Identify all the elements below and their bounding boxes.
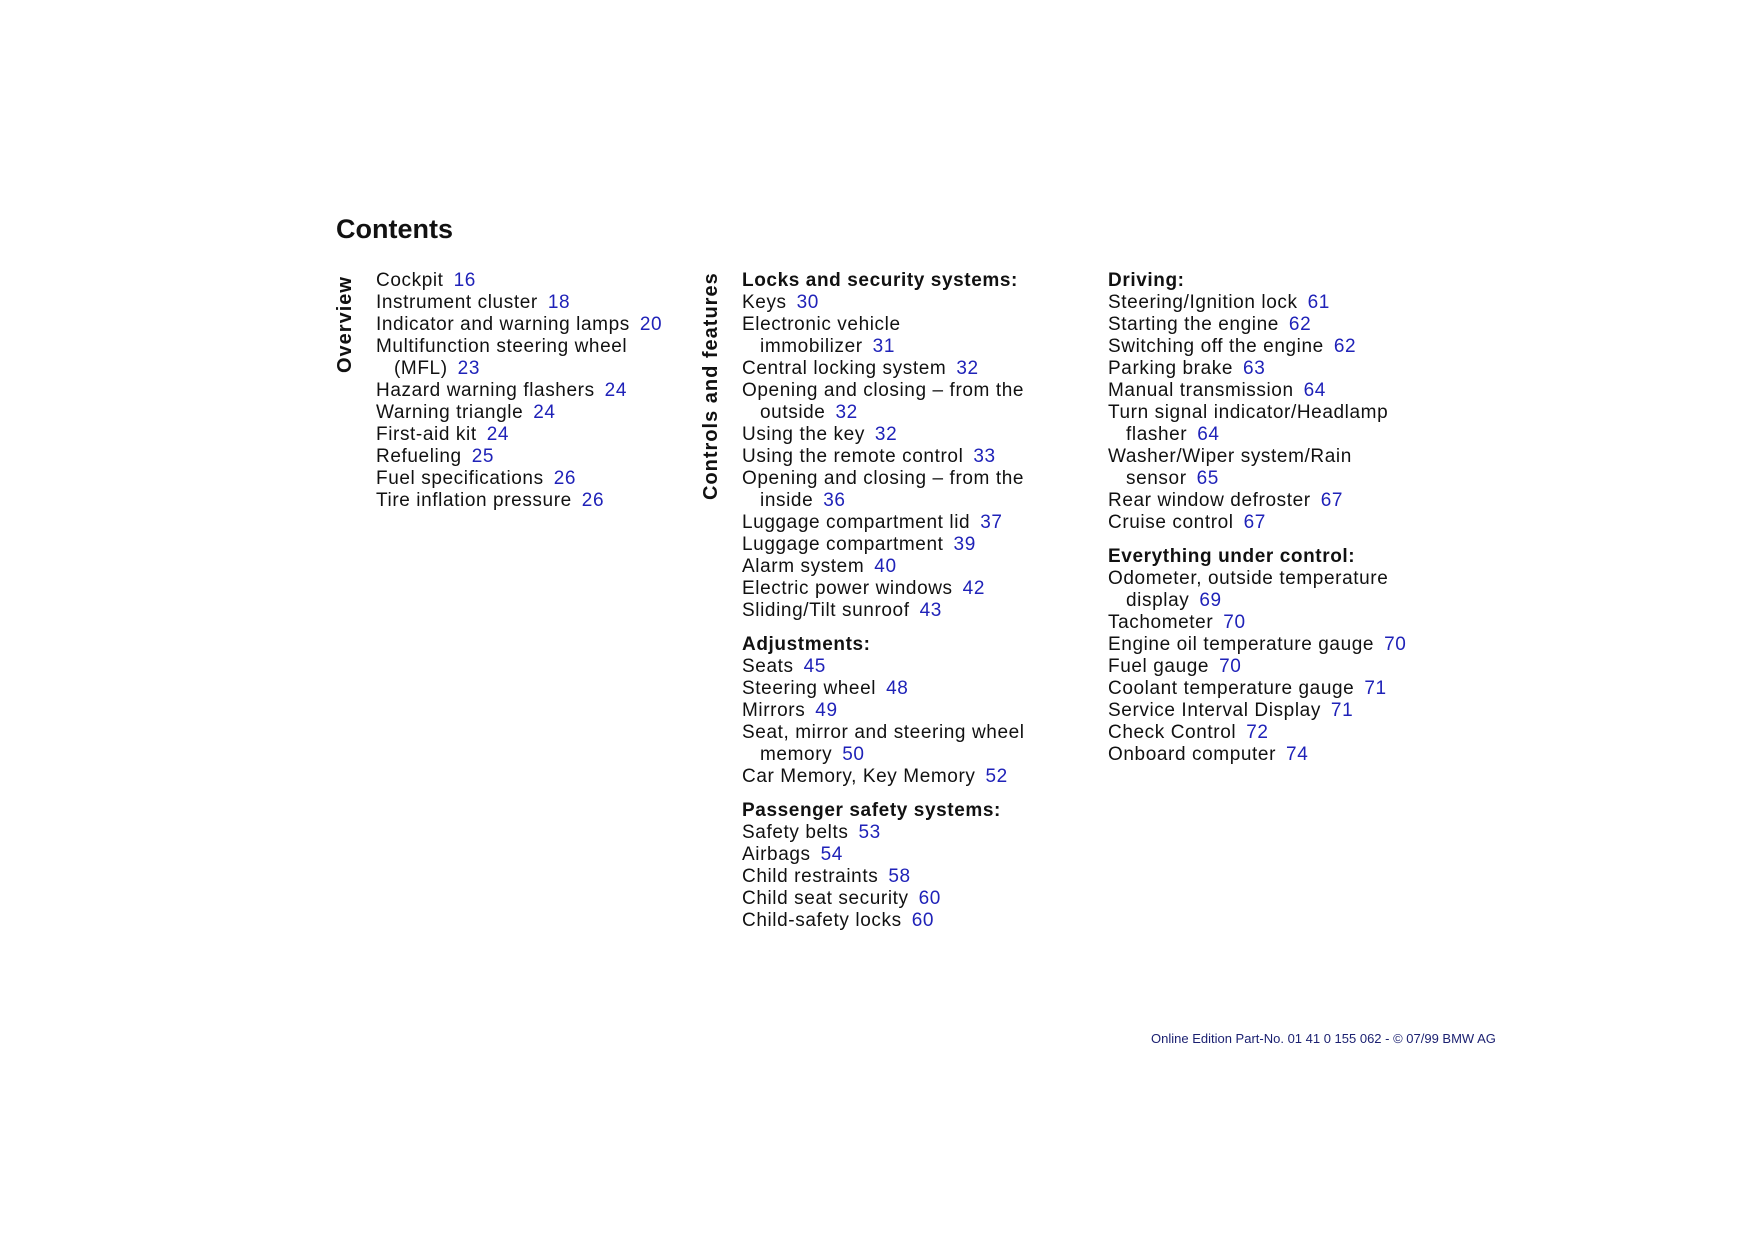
toc-entry-text: Airbags 54 xyxy=(742,844,843,865)
toc-entry[interactable] xyxy=(376,292,696,314)
toc-entry[interactable] xyxy=(376,424,696,446)
toc-entry-continuation xyxy=(742,402,1082,424)
page-number-link[interactable]: 40 xyxy=(874,556,897,577)
page-number-link[interactable]: 70 xyxy=(1384,634,1407,655)
toc-entry-text: Warning triangle 24 xyxy=(376,402,556,423)
page-number-link[interactable]: 65 xyxy=(1196,468,1219,489)
page-number-link[interactable]: 62 xyxy=(1288,314,1312,335)
toc-entry-text: Cockpit 16 xyxy=(376,270,476,291)
toc-entry-text: memory xyxy=(760,744,833,765)
toc-entry[interactable] xyxy=(376,402,696,424)
page-number-link[interactable]: 16 xyxy=(453,270,476,291)
toc-entry-text: Safety belts 53 xyxy=(742,822,881,843)
toc-entry-text: Cruise control 67 xyxy=(1108,512,1266,533)
toc-entry-text: Starting the engine 62 xyxy=(1108,314,1312,335)
toc-entry[interactable] xyxy=(742,424,1082,446)
toc-entry[interactable] xyxy=(376,314,696,336)
page-number-link[interactable]: 32 xyxy=(956,358,979,379)
toc-entry[interactable] xyxy=(1108,314,1448,336)
page-number-link[interactable]: 67 xyxy=(1320,490,1344,511)
toc-entry[interactable] xyxy=(1108,634,1448,656)
toc-entry[interactable] xyxy=(742,468,1082,512)
page-number-link[interactable]: 37 xyxy=(980,512,1003,533)
toc-entry-text: Steering/Ignition lock 61 xyxy=(1108,292,1330,313)
toc-entry[interactable] xyxy=(1108,446,1448,490)
toc-entry[interactable] xyxy=(742,678,1082,700)
page-number-link[interactable]: 24 xyxy=(533,402,556,423)
toc-entry[interactable] xyxy=(742,766,1082,788)
toc-entry[interactable] xyxy=(742,910,1082,932)
page-number-link[interactable]: 52 xyxy=(985,766,1008,787)
toc-entry-continuation xyxy=(742,744,1082,766)
toc-entry[interactable] xyxy=(742,512,1082,534)
page-number-link[interactable]: 61 xyxy=(1307,292,1330,313)
toc-entry-text: Service Interval Display 71 xyxy=(1108,700,1354,721)
toc-entry-text: Central locking system 32 xyxy=(742,358,979,379)
page-number-link[interactable]: 23 xyxy=(457,358,480,379)
page-number-link[interactable]: 24 xyxy=(486,424,510,445)
page-number-link[interactable]: 63 xyxy=(1243,358,1266,379)
page-number-link[interactable]: 42 xyxy=(962,578,986,599)
toc-entry-text: Sliding/Tilt sunroof 43 xyxy=(742,600,942,621)
page-number-link[interactable]: 36 xyxy=(823,490,846,511)
toc-entry-text: sensor xyxy=(1126,468,1187,489)
toc-entry[interactable] xyxy=(742,822,1082,844)
page-number-link[interactable]: 25 xyxy=(471,446,495,467)
toc-entry-text: Opening and closing – from the xyxy=(742,380,1025,401)
toc-entry-text: Engine oil temperature gauge 70 xyxy=(1108,634,1407,655)
page-number-link[interactable]: 62 xyxy=(1333,336,1357,357)
toc-entry-text: Electric power windows 42 xyxy=(742,578,986,599)
toc-entry-continuation xyxy=(1108,590,1448,612)
page-number-link[interactable]: 74 xyxy=(1286,744,1309,765)
toc-entry[interactable] xyxy=(1108,722,1448,744)
toc-entry[interactable] xyxy=(376,490,696,512)
page-number-link[interactable]: 70 xyxy=(1223,612,1246,633)
toc-entry[interactable] xyxy=(1108,292,1448,314)
toc-entry-text: Refueling 25 xyxy=(376,446,495,467)
toc-entry[interactable] xyxy=(1108,380,1448,402)
toc-section xyxy=(742,800,1082,932)
page-number-link[interactable]: 60 xyxy=(918,888,941,909)
toc-entry-text: Child seat security 60 xyxy=(742,888,941,909)
page-number-link[interactable]: 71 xyxy=(1330,700,1354,721)
page-number-link[interactable]: 49 xyxy=(815,700,838,721)
toc-entry[interactable] xyxy=(1108,568,1448,612)
toc-entry-text: Instrument cluster 18 xyxy=(376,292,571,313)
toc-column-driving-and-controls xyxy=(1108,270,1448,778)
page-number-link[interactable]: 20 xyxy=(639,314,663,335)
toc-entry[interactable] xyxy=(742,534,1082,556)
toc-entry-text: Check Control 72 xyxy=(1108,722,1269,743)
toc-entry-text: Child restraints 58 xyxy=(742,866,911,887)
page-number-link[interactable]: 71 xyxy=(1364,678,1387,699)
toc-entry-text: Steering wheel 48 xyxy=(742,678,909,699)
page-number-link[interactable]: 45 xyxy=(803,656,826,677)
toc-entry-text: Washer/Wiper system/Rain xyxy=(1108,446,1352,467)
toc-entry-text: (MFL) xyxy=(394,358,448,379)
toc-entry-text: Using the key 32 xyxy=(742,424,898,445)
toc-entry-text: Fuel gauge 70 xyxy=(1108,656,1242,677)
toc-entry-text: Tachometer 70 xyxy=(1108,612,1246,633)
page-number-link[interactable]: 43 xyxy=(919,600,942,621)
page-number-link[interactable]: 70 xyxy=(1219,656,1242,677)
toc-entry-text: Luggage compartment lid 37 xyxy=(742,512,1003,533)
toc-entry[interactable] xyxy=(742,888,1082,910)
toc-entry[interactable] xyxy=(742,556,1082,578)
page-number-link[interactable]: 72 xyxy=(1246,722,1269,743)
toc-entry-text: Onboard computer 74 xyxy=(1108,744,1309,765)
toc-entry-text: Alarm system 40 xyxy=(742,556,897,577)
toc-entry-text: Hazard warning flashers 24 xyxy=(376,380,628,401)
toc-entry-continuation xyxy=(1108,468,1448,490)
toc-entry-text: Electronic vehicle xyxy=(742,314,901,335)
toc-entry-text: inside xyxy=(760,490,814,511)
page-number-link[interactable]: 48 xyxy=(886,678,909,699)
toc-entry-text: Parking brake 63 xyxy=(1108,358,1266,379)
page-number-link[interactable]: 32 xyxy=(835,402,858,423)
toc-entry[interactable] xyxy=(1108,490,1448,512)
toc-entry[interactable] xyxy=(1108,402,1448,446)
toc-section xyxy=(376,270,696,512)
toc-entry-text: Indicator and warning lamps 20 xyxy=(376,314,663,335)
page-number-link[interactable]: 30 xyxy=(796,292,819,313)
toc-entry[interactable] xyxy=(742,446,1082,468)
page-number-link[interactable]: 26 xyxy=(553,468,577,489)
page-number-link[interactable]: 50 xyxy=(842,744,865,765)
toc-entry[interactable] xyxy=(742,292,1082,314)
toc-entry-text: Car Memory, Key Memory 52 xyxy=(742,766,1008,787)
page-number-link[interactable]: 31 xyxy=(872,336,896,357)
toc-entry-text: Mirrors 49 xyxy=(742,700,838,721)
toc-column-controls-and-features xyxy=(742,270,1082,944)
page-title: Contents xyxy=(336,214,453,244)
toc-entry-continuation xyxy=(742,490,1082,512)
page-number-link[interactable]: 60 xyxy=(911,910,935,931)
toc-entry[interactable] xyxy=(376,446,696,468)
toc-entry-text: Switching off the engine 62 xyxy=(1108,336,1357,357)
toc-entry[interactable] xyxy=(376,468,696,490)
toc-entry-text: Using the remote control 33 xyxy=(742,446,996,467)
page-number-link[interactable]: 39 xyxy=(953,534,976,555)
toc-entry-text: flasher xyxy=(1126,424,1188,445)
toc-entry-text: Turn signal indicator/Headlamp xyxy=(1108,402,1389,423)
toc-column-overview xyxy=(376,270,696,524)
toc-entry[interactable] xyxy=(1108,358,1448,380)
toc-entry-text: Child-safety locks 60 xyxy=(742,910,935,931)
toc-entry[interactable] xyxy=(376,270,696,292)
toc-entry[interactable] xyxy=(1108,678,1448,700)
page-number-link[interactable]: 54 xyxy=(820,844,843,865)
toc-entry[interactable] xyxy=(1108,512,1448,534)
toc-entry-text: immobilizer xyxy=(760,336,863,357)
page-number-link[interactable]: 64 xyxy=(1197,424,1220,445)
toc-entry[interactable] xyxy=(742,866,1082,888)
toc-entry-text: Odometer, outside temperature xyxy=(1108,568,1389,589)
toc-entry[interactable] xyxy=(376,380,696,402)
toc-entry-continuation xyxy=(742,336,1082,358)
toc-section xyxy=(1108,546,1448,766)
page-number-link[interactable]: 64 xyxy=(1303,380,1326,401)
toc-entry-text: Seat, mirror and steering wheel xyxy=(742,722,1025,743)
toc-entry[interactable] xyxy=(742,314,1082,358)
page-number-link[interactable]: 24 xyxy=(604,380,628,401)
toc-section xyxy=(742,270,1082,622)
toc-entry-text: Opening and closing – from the xyxy=(742,468,1025,489)
section-label-overview: Overview xyxy=(334,276,356,373)
section-heading: Everything under control: xyxy=(1108,546,1356,567)
page-number-link[interactable]: 69 xyxy=(1199,590,1222,611)
toc-entry[interactable] xyxy=(742,722,1082,766)
toc-entry-text: Rear window defroster 67 xyxy=(1108,490,1344,511)
section-heading: Passenger safety systems: xyxy=(742,800,1001,821)
toc-section xyxy=(1108,270,1448,534)
toc-entry-text: Fuel specifications 26 xyxy=(376,468,577,489)
section-heading: Adjustments: xyxy=(742,634,871,655)
toc-entry[interactable] xyxy=(742,578,1082,600)
footer-edition-note: Online Edition Part-No. 01 41 0 155 062 - © 07/99 BMW AG xyxy=(1151,1031,1496,1046)
toc-entry-text: Manual transmission 64 xyxy=(1108,380,1326,401)
page-number-link[interactable]: 32 xyxy=(874,424,898,445)
page-number-link[interactable]: 53 xyxy=(858,822,881,843)
toc-entry[interactable] xyxy=(742,358,1082,380)
section-heading: Driving: xyxy=(1108,270,1185,291)
toc-entry[interactable] xyxy=(742,700,1082,722)
toc-entry[interactable] xyxy=(1108,744,1448,766)
toc-entry-text: display xyxy=(1126,590,1190,611)
toc-entry-text: Coolant temperature gauge 71 xyxy=(1108,678,1387,699)
toc-entry-text: Tire inflation pressure 26 xyxy=(376,490,605,511)
page-number-link[interactable]: 33 xyxy=(973,446,996,467)
toc-entry-text: Luggage compartment 39 xyxy=(742,534,976,555)
page-number-link[interactable]: 58 xyxy=(888,866,911,887)
toc-entry-continuation xyxy=(1108,424,1448,446)
toc-entry[interactable] xyxy=(742,600,1082,622)
page-number-link[interactable]: 18 xyxy=(547,292,571,313)
toc-entry-text: outside xyxy=(760,402,826,423)
toc-entry[interactable] xyxy=(742,656,1082,678)
toc-entry-text: Keys 30 xyxy=(742,292,819,313)
page-number-link[interactable]: 67 xyxy=(1243,512,1266,533)
toc-entry-text: Multifunction steering wheel xyxy=(376,336,628,357)
toc-entry[interactable] xyxy=(1108,336,1448,358)
section-heading: Locks and security systems: xyxy=(742,270,1018,291)
page-number-link[interactable]: 26 xyxy=(581,490,605,511)
toc-entry[interactable] xyxy=(1108,656,1448,678)
section-label-controls-and-features: Controls and features xyxy=(700,272,722,500)
toc-entry[interactable] xyxy=(1108,612,1448,634)
toc-entry[interactable] xyxy=(376,336,696,380)
toc-entry[interactable] xyxy=(742,380,1082,424)
toc-entry-text: First-aid kit 24 xyxy=(376,424,510,445)
toc-entry-continuation xyxy=(376,358,696,380)
toc-entry-text: Seats 45 xyxy=(742,656,826,677)
toc-entry[interactable] xyxy=(742,844,1082,866)
toc-section xyxy=(742,634,1082,788)
toc-entry[interactable] xyxy=(1108,700,1448,722)
